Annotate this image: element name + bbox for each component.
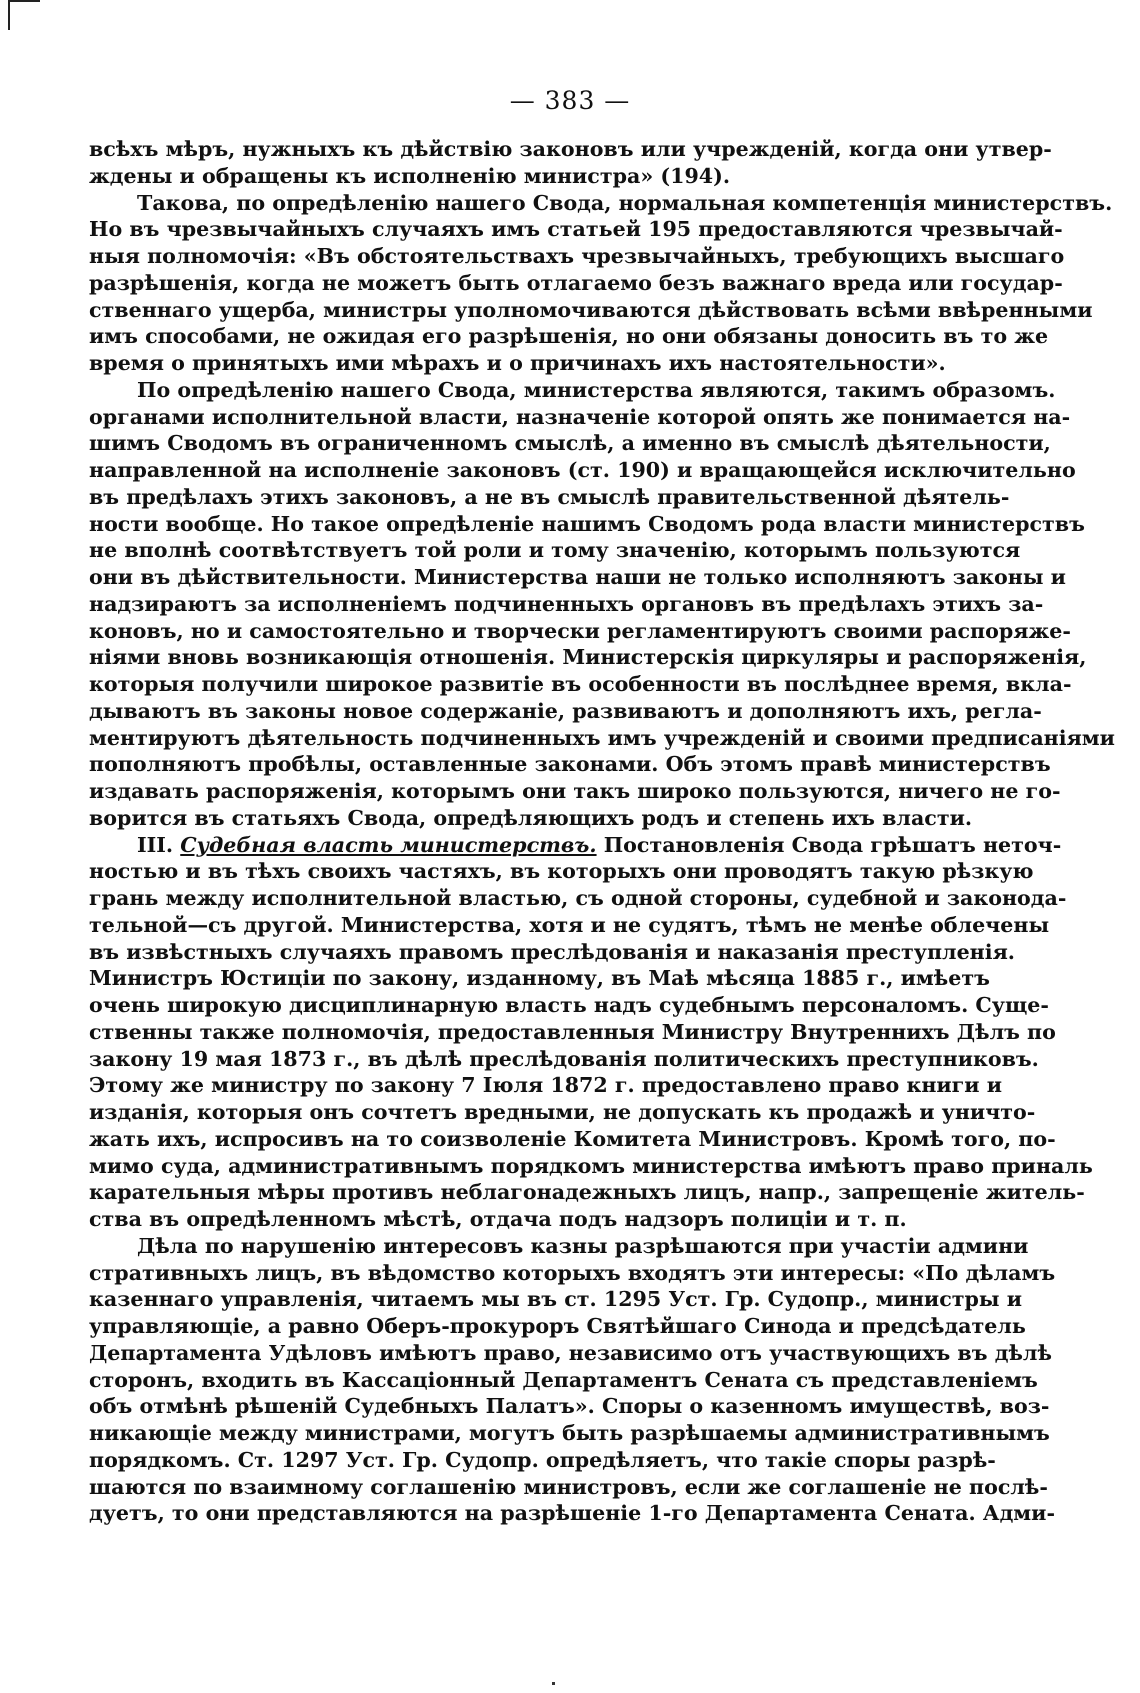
scan-border-mark xyxy=(8,0,10,30)
text-line: въ извѣстныхъ случаяхъ правомъ преслѣдованія и наказанія преступленія. xyxy=(89,939,1015,964)
text-line: жать ихъ, испросивъ на то соизволеніе Комитета Министровъ. Кромѣ того, по- xyxy=(89,1126,1056,1151)
text-line: Этому же министру по закону 7 Іюля 1872 г. предоставлено право книги и xyxy=(89,1073,1003,1098)
text-line: время о принятыхъ ими мѣрахъ и о причинахъ ихъ настоятельности». xyxy=(89,351,946,375)
text-line: III. Судебная власть министерствъ. Постановленія Свода грѣшатъ неточ- xyxy=(137,832,1062,857)
text-line: очень широкую дисциплинарную власть надъ судебнымъ персоналомъ. Суще- xyxy=(89,993,1049,1017)
text-line: казеннаго управленія, читаемъ мы въ ст. 1295 Уст. Гр. Судопр., министры и xyxy=(89,1287,1022,1312)
text-line: разрѣшенія, когда не можетъ быть отлагаемо безъ важнаго вреда или государ- xyxy=(89,270,1063,295)
text-line: порядкомъ. Ст. 1297 Уст. Гр. Судопр. опредѣляетъ, что такіе споры разрѣ- xyxy=(89,1447,996,1472)
text-line: ныя полномочія: «Въ обстоятельствахъ чрезвычайныхъ, требующихъ высшаго xyxy=(89,244,1065,268)
page-number: — 383 — xyxy=(509,86,631,115)
text-line: всѣхъ мѣръ, нужныхъ къ дѣйствію законовъ или учрежденій, когда они утвер- xyxy=(89,137,1052,161)
text-line: въ предѣлахъ этихъ законовъ, а не въ смыслѣ правительственной дѣятель- xyxy=(89,484,1010,509)
text-line: ніями вновь возникающія отношенія. Министерскія циркуляры и распоряженія, xyxy=(89,645,1087,670)
text-line: ности вообще. Но такое опредѣленіе нашимъ Сводомъ рода власти министерствъ xyxy=(89,511,1085,536)
text-line: мимо суда, административнымъ порядкомъ министерства имѣютъ право приналь xyxy=(89,1153,1093,1178)
text-line: ственнаго ущерба, министры уполномочиваются дѣйствовать всѣми ввѣренными xyxy=(89,297,1093,322)
text-line: ства въ опредѣленномъ мѣстѣ, отдача подъ надзоръ полиціи и т. п. xyxy=(89,1207,907,1231)
text-line: коновъ, но и самостоятельно и творчески регламентируютъ своими распоряже- xyxy=(89,618,1071,643)
text-line: пополняютъ пробѣлы, оставленные законами. Объ этомъ правѣ министерствъ xyxy=(89,752,1051,777)
text-line: ственны также полномочія, предоставленныя Министру Внутреннихъ Дѣлъ по xyxy=(89,1019,1056,1044)
text-line: ностью и въ тѣхъ своихъ частяхъ, въ которыхъ они проводятъ такую рѣзкую xyxy=(89,859,1034,884)
text-line: дуетъ, то они представляются на разрѣшеніе 1-го Департамента Сената. Адми- xyxy=(89,1501,1056,1526)
text-line: дываютъ въ законы новое содержаніе, развиваютъ и дополняютъ ихъ, регла- xyxy=(89,698,1042,723)
paragraph xyxy=(89,832,1093,1233)
text-line: управляющіе, а равно Оберъ-прокуроръ Святѣйшаго Синода и предсѣдатель xyxy=(89,1314,1026,1338)
text-line: ждены и обращены къ исполненію министра» (194). xyxy=(89,163,731,188)
text-line: не вполнѣ соотвѣтствуетъ той роли и тому значенію, которымъ пользуются xyxy=(89,538,1021,563)
text-line: стративныхъ лицъ, въ вѣдомство которыхъ входятъ эти интересы: «По дѣламъ xyxy=(89,1260,1056,1285)
text-line: Департамента Удѣловъ имѣютъ право, независимо отъ участвующихъ въ дѣлѣ xyxy=(89,1340,1052,1365)
text-line: тельной—съ другой. Министерства, хотя и не судятъ, тѣмъ не менѣе облечены xyxy=(89,912,1050,937)
text-line: никающіе между министрами, могутъ быть разрѣшаемы административнымъ xyxy=(89,1421,1050,1445)
text-line: изданія, которыя онъ сочтетъ вредными, не допускать къ продажѣ и уничто- xyxy=(89,1100,1036,1124)
text-line: органами исполнительной власти, назначеніе которой опять же понимается на- xyxy=(89,404,1071,429)
section-number: III. xyxy=(137,832,181,857)
text-line: По опредѣленію нашего Свода, министерства являются, такимъ образомъ. xyxy=(137,377,1056,402)
text-line: издавать распоряженія, которымъ они такъ широко пользуются, ничего не го- xyxy=(89,779,1061,803)
text-line: ворится въ статьяхъ Свода, опредѣляющихъ родъ и степень ихъ власти. xyxy=(89,805,973,830)
text-line: объ отмѣнѣ рѣшеній Судебныхъ Палатъ». Споры о казенномъ имуществѣ, воз- xyxy=(89,1394,1050,1419)
text-line: шимъ Сводомъ въ ограниченномъ смыслѣ, а именно въ смыслѣ дѣятельности, xyxy=(89,431,1051,456)
text-line: грань между исполнительной властью, съ одной стороны, судебной и законода- xyxy=(89,886,1067,910)
paragraph xyxy=(89,190,1113,377)
scan-border-mark xyxy=(8,0,40,2)
ink-speck xyxy=(552,1682,555,1685)
text-line: они въ дѣйствительности. Министерства наши не только исполняютъ законы и xyxy=(89,565,1066,589)
body-text xyxy=(89,136,1115,1527)
text-line: Дѣла по нарушенію интересовъ казны разрѣшаются при участіи админи xyxy=(137,1233,1029,1258)
paragraph xyxy=(89,136,1052,190)
section-heading: Судебная власть министерствъ. xyxy=(180,832,597,857)
text-line: ментируютъ дѣятельность подчиненныхъ имъ учрежденій и своими предписаніями xyxy=(89,725,1115,750)
paragraph xyxy=(89,377,1115,832)
paragraph xyxy=(89,1233,1056,1527)
text-line: закону 19 мая 1873 г., въ дѣлѣ преслѣдованія политическихъ преступниковъ. xyxy=(89,1046,1039,1071)
text-line: имъ способами, не ожидая его разрѣшенія, но они обязаны доносить въ то же xyxy=(89,324,1049,349)
text-line: сторонъ, входить въ Кассаціонный Департаментъ Сената съ представленіемъ xyxy=(89,1367,1038,1392)
text-line: которыя получили широкое развитіе въ особенности въ послѣднее время, вкла- xyxy=(89,672,1072,696)
text-line: Министръ Юстиціи по закону, изданному, въ Маѣ мѣсяца 1885 г., имѣетъ xyxy=(89,966,990,991)
text-line: Но въ чрезвычайныхъ случаяхъ имъ статьей 195 предоставляются чрезвычай- xyxy=(89,217,1063,242)
text-line: шаются по взаимному соглашенію министровъ, если же соглашеніе не послѣ- xyxy=(89,1474,1048,1499)
text-line: надзираютъ за исполненіемъ подчиненныхъ органовъ въ предѣлахъ этихъ за- xyxy=(89,591,1044,616)
text-line: направленной на исполненіе законовъ (ст. 190) и вращающейся исключительно xyxy=(89,458,1076,482)
text-line: Такова, по опредѣленію нашего Свода, нормальная компетенція министерствъ. xyxy=(137,190,1113,215)
text-line: карательныя мѣры противъ неблагонадежныхъ лицъ, напр., запрещеніе житель- xyxy=(89,1180,1085,1205)
